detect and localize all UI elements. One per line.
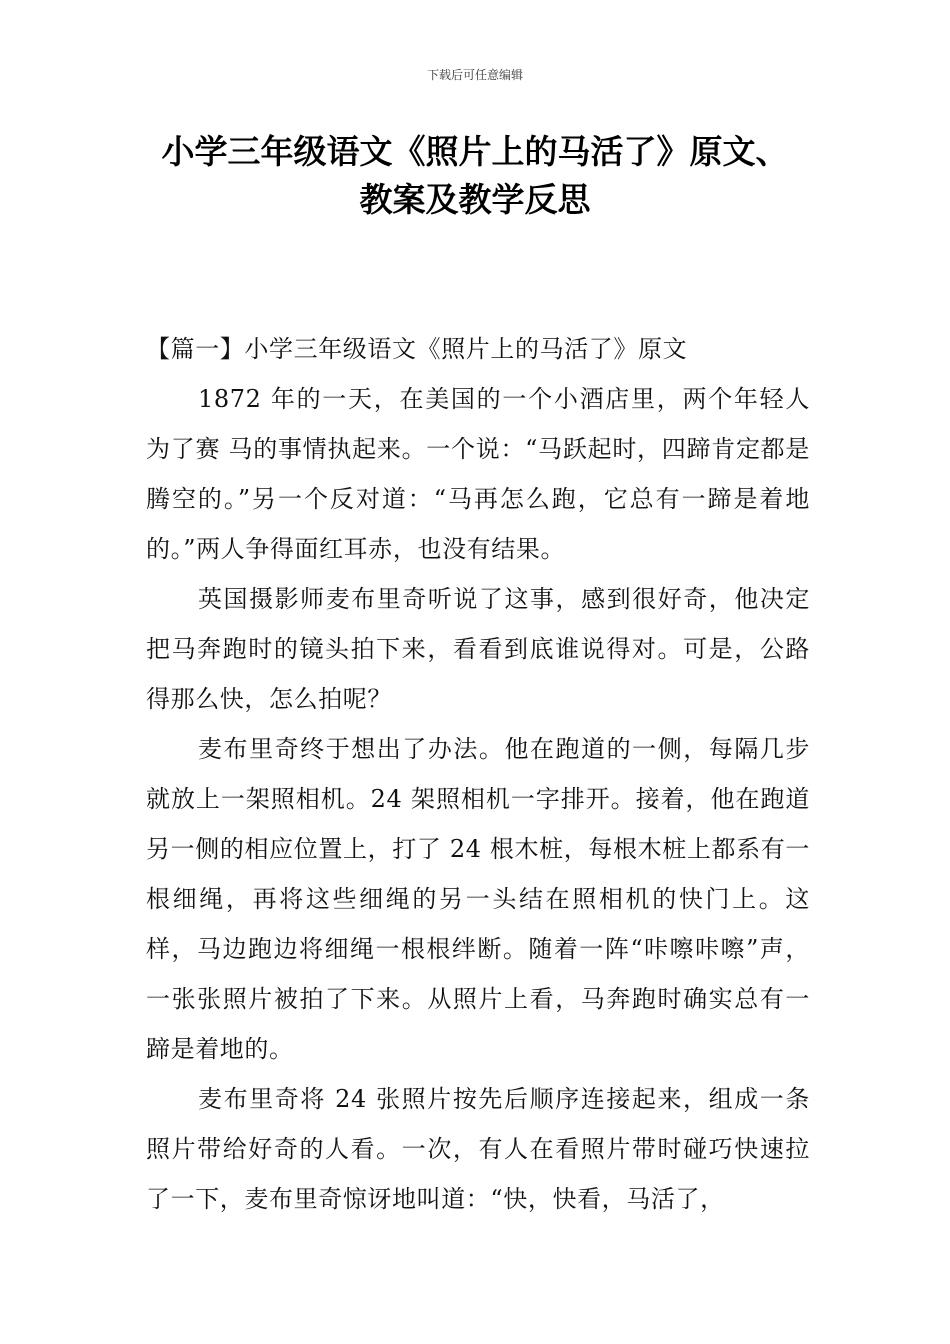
header-note: 下载后可任意编辑 — [426, 68, 523, 82]
paragraph-1: 1872 年的一天，在美国的一个小酒店里，两个年轻人为了赛 马的事情执起来。一个说：“马跃起时，四蹄肯定都是腾空的。”另一个反对道：“马再怎么跑，它总有一蹄是着地的。”两人争得面红耳赤，也没有结果。 — [146, 385, 810, 563]
title-line-1: 小学三年级语文《照片上的马活了》原文、 — [161, 132, 789, 171]
section-heading: 【篇一】小学三年级语文《照片上的马活了》原文 — [146, 335, 688, 363]
paragraph-2: 英国摄影师麦布里奇听说了这事，感到很好奇，他决定把马奔跑时的镜头拍下来，看看到底谁说得对。可是，公路得那么快，怎么拍呢？ — [146, 585, 810, 713]
paragraph-4: 麦布里奇将 24 张照片按先后顺序连接起来，组成一条照片带给好奇的人看。一次，有人在看照片带时碰巧快速拉了一下，麦布里奇惊讶地叫道：“快，快看，马活了， — [146, 1085, 810, 1213]
document-title — [100, 128, 850, 224]
title-line-2: 教案及教学反思 — [359, 180, 591, 219]
paragraph-3: 麦布里奇终于想出了办法。他在跑道的一侧，每隔几步就放上一架照相机。24 架照相机一字排开。接着，他在跑道另一侧的相应位置上，打了 24 根木桩，每根木桩上都系有一根细绳，再将这些细绳的另一头结在照相机的快门上。这样，马边跑边将细绳一根根绊断。随着一阵“咔嚓咔嚓”声，一张张照片被拍了下来。从照片上看，马奔跑时确实总有一蹄是着地的。 — [146, 735, 810, 1063]
document-body — [146, 324, 810, 1224]
